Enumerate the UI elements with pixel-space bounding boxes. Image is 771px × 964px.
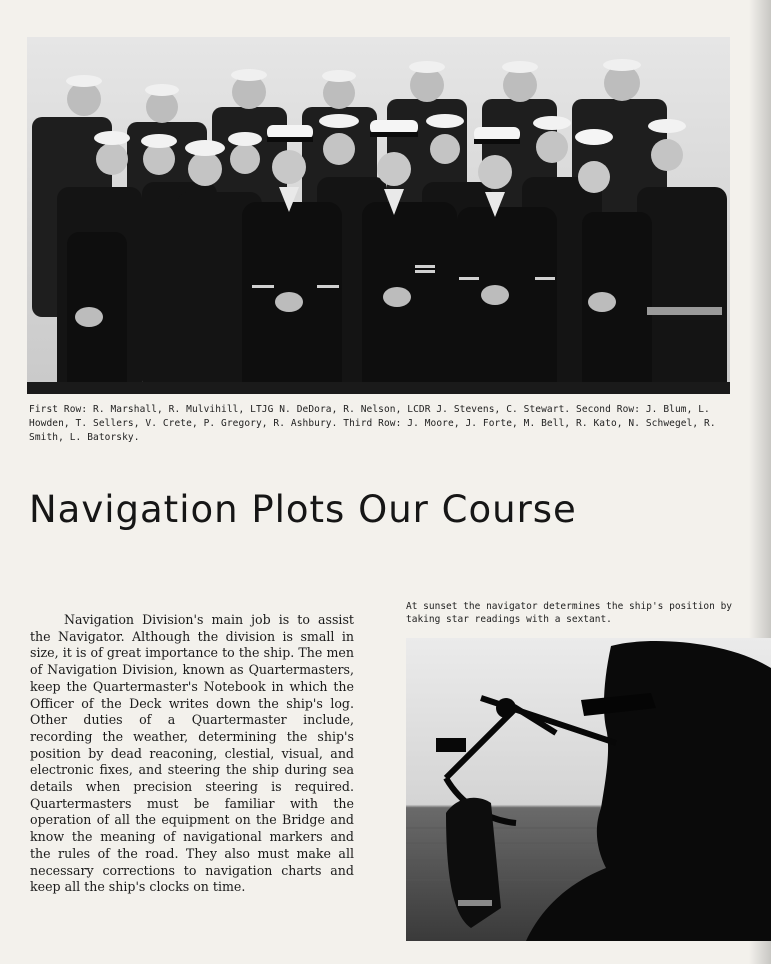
body-paragraph-text: Navigation Division's main job is to assist the Navigator. Although the division is small in size, it is of great importance to the ship. The men of Navigation Division, known as Quartermasters, keep the Quartermaster's Notebook in which the Officer of the Deck writes down the ship's log. Other duties of a Quartermaster include, recording the weather, determining the ship's position by dead reaconing, clestial, visual, and electronic fixes, and steering the ship during sea details when precision steering is required. Quartermasters must be familiar with the operation of all the equipment on the Bridge and know the meaning of navigational markers and the rules of the road. They also must make all necessary corrections to navigation charts and keep all the ship's clocks on time. bbox=[30, 612, 354, 895]
page-headline: Navigation Plots Our Course bbox=[29, 488, 577, 531]
body-paragraph bbox=[30, 612, 354, 896]
sextant-photo-caption: At sunset the navigator determines the ship's position by taking star readings with a sextant. bbox=[406, 601, 733, 625]
group-photo-image bbox=[27, 37, 730, 394]
sextant-photo-image bbox=[406, 638, 771, 941]
group-photo-caption: First Row: R. Marshall, R. Mulvihill, LTJG N. DeDora, R. Nelson, LCDR J. Stevens, C. Stewart. Second Row: J. Blum, L. Howden, T. Sellers, V. Crete, P. Gregory, R. Ashbury. Third Row: J. Moore, J. Forte, M. Bell, R. Kato, N. Schwegel, R. Smith, L. Batorsky. bbox=[29, 404, 716, 443]
sextant-photo bbox=[406, 638, 771, 941]
group-photo bbox=[27, 37, 730, 394]
